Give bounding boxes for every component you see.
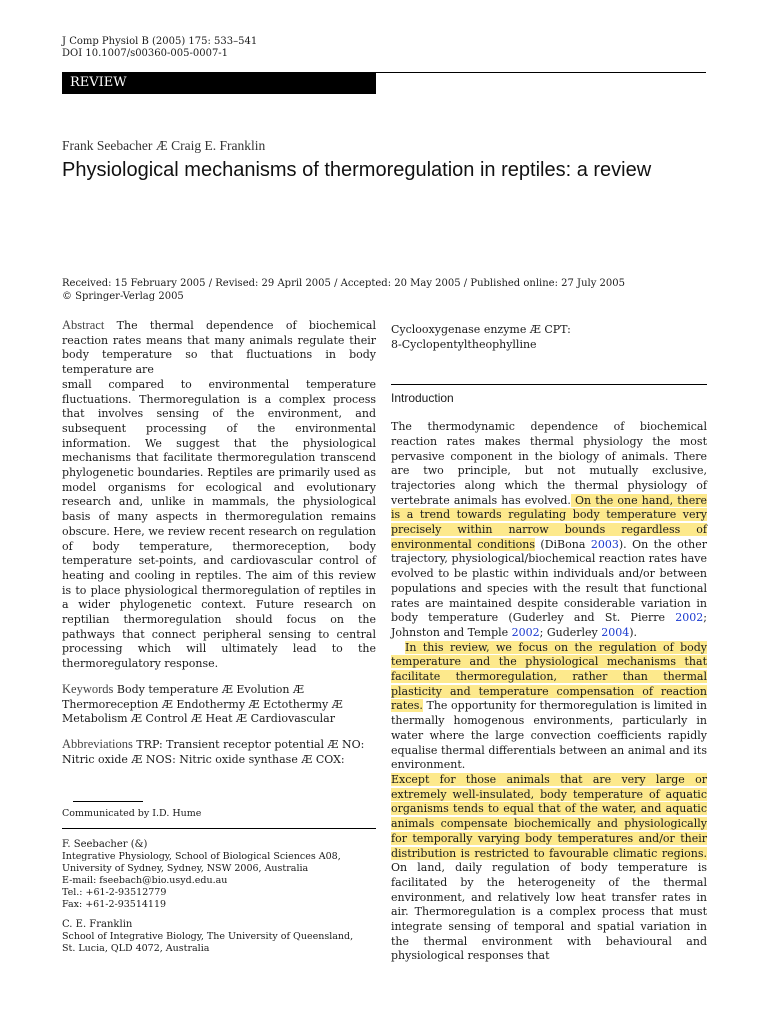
abbrev-cont-line: Cyclooxygenase enzyme Æ CPT: — [391, 323, 571, 336]
affiliation-1 — [62, 839, 376, 911]
keywords-text: Body temperature Æ Evolution Æ Thermoreception Æ Endothermy Æ Ectothermy Æ Metabolism Æ Control Æ Heat Æ Cardiovascular — [62, 682, 343, 726]
affiliation-2 — [62, 919, 376, 955]
affiliation-phone: Tel.: +61-2-93512779 — [62, 887, 167, 899]
affiliation-fax: Fax: +61-2-93514119 — [62, 899, 167, 911]
author-list: Frank Seebacher Æ Craig E. Franklin — [62, 138, 266, 153]
intro-text: ). — [629, 625, 638, 639]
affiliation-line: Integrative Physiology, School of Biological Sciences A08, — [62, 851, 341, 863]
article-title: Physiological mechanisms of thermoregulation in reptiles: a review — [62, 159, 652, 181]
intro-text: ). On the other trajectory, physiological/biochemical reaction rates have evolved to be plastic within individuals and/or between populations and species with the result that functional rates are maintained despite considerable variation in body temperature (Guderley and St. Pierre — [391, 537, 707, 625]
footnote-rule — [73, 801, 143, 802]
abbreviations — [62, 737, 376, 767]
section-label-bar — [62, 72, 376, 94]
date-history: Received: 15 February 2005 / Revised: 29 April 2005 / Accepted: 20 May 2005 / Published online: 27 July 2005 — [62, 278, 625, 289]
journal-doi[interactable]: DOI 10.1007/s00360-005-0007-1 — [62, 48, 229, 59]
publication-dates — [62, 277, 702, 303]
affiliation-line: St. Lucia, QLD 4072, Australia — [62, 943, 210, 955]
intro-text: ; Guderley — [539, 625, 602, 639]
intro-paragraph-1 — [391, 420, 707, 641]
abstract-label: Abstract — [62, 318, 105, 332]
abstract-text-b: small compared to environmental temperature fluctuations. Thermoregulation is a complex process that involves sensing of the environment, and subsequent processing of the environmental information. We suggest that the physiological mechanisms that facilitate thermoregulation transcend phylogenetic boundaries. Reptiles are primarily used as model organisms for ecological and evolutionary research and, unlike in mammals, the physiological basis of many aspects in thermoregulation remains obscure. Here, we review recent research on regulation of body temperature, thermoreception, body temperature set-points, and cardiovascular control of heating and cooling in reptiles. The aim of this review is to place physiological thermoregulation of reptiles in a wider phylogenetic context. Future research on reptilian thermoregulation should focus on the pathways that connect peripheral sensing to central processing which will ultimately lead to the thermoregulatory response. — [62, 377, 376, 671]
abstract-text-a: The thermal dependence of biochemical reaction rates means that many animals regulate their body temperature so that fluctuations in body temperature are — [62, 319, 376, 377]
introduction-heading: Introduction — [391, 391, 454, 406]
intro-text: ; Johnston and Temple — [391, 611, 707, 639]
communicated-by: Communicated by I.D. Hume — [62, 808, 202, 820]
citation-link[interactable]: 2004 — [601, 625, 630, 639]
citation-link[interactable]: 2002 — [675, 611, 704, 625]
keywords — [62, 682, 376, 727]
highlighted-text: On the one hand, there is a trend towards regulating body temperature very precisely within narrow bounds regardless of environmental conditions — [391, 493, 707, 551]
communicated-rule — [62, 820, 376, 829]
highlighted-text: In this review, we focus on the regulation of body temperature and the physiological mechanisms that facilitate thermoregulation, rather than thermal plasticity and temperature compensation of reaction rates. — [391, 640, 707, 713]
citation-link[interactable]: 2002 — [511, 625, 540, 639]
right-column — [391, 323, 707, 964]
keywords-label: Keywords — [62, 681, 114, 696]
abbreviations-label: Abbreviations — [62, 736, 133, 751]
abbreviations-continued — [391, 323, 707, 352]
header-rule — [376, 72, 706, 73]
abbreviations-text: TRP: Transient receptor potential Æ NO: Nitric oxide Æ NOS: Nitric oxide synthase Æ COX: — [62, 737, 365, 766]
abstract-continued — [62, 378, 376, 672]
intro-text: On land, daily regulation of body temperature is facilitated by the heterogeneity of the thermal environment, and relatively low heat transfer rates in air. Thermoregulation is a complex process that must integrate sensing of temporal and spatial variation in the thermal environment with behavioural and physiological responses that — [391, 861, 707, 963]
affiliation-name: C. E. Franklin — [62, 919, 133, 931]
intro-text: The thermodynamic dependence of biochemical reaction rates makes thermal physiology the most pervasive component in the biology of animals. There are two principle, but not mutually exclusive, trajectories along which the thermal physiology of vertebrate animals has evolved. — [391, 420, 707, 507]
affiliation-line: University of Sydney, Sydney, NSW 2006, Australia — [62, 863, 309, 875]
affiliation-line: School of Integrative Biology, The University of Queensland, — [62, 931, 354, 943]
left-column — [62, 318, 376, 955]
abbrev-cont-line: 8-Cyclopentyltheophylline — [391, 337, 537, 351]
journal-citation: J Comp Physiol B (2005) 175: 533–541 — [62, 36, 258, 47]
copyright-line: © Springer-Verlag 2005 — [62, 291, 184, 302]
affiliation-name: F. Seebacher (&) — [62, 839, 148, 851]
highlighted-text: Except for those animals that are very large or extremely well-insulated, body temperature of aquatic organisms tends to equal that of the water, and aquatic animals compensate biochemically and physiologically for temporally varying body temperatures and/or their distribution is restricted to favourable climatic regions. — [391, 772, 707, 860]
intro-paragraph-3 — [391, 773, 707, 964]
citation-link[interactable]: 2003 — [590, 537, 619, 551]
intro-paragraph-2 — [391, 641, 707, 773]
intro-text: The opportunity for thermoregulation is limited in thermally homogenous environments, particularly in water where the large convection coefficients rapidly equalise thermal differentials between an animal and its environment. — [391, 699, 707, 772]
affiliation-email[interactable]: E-mail: fseebach@bio.usyd.edu.au — [62, 875, 228, 887]
section-label: REVIEW — [70, 75, 127, 90]
intro-text: (DiBona — [534, 537, 591, 551]
abstract — [62, 318, 376, 378]
